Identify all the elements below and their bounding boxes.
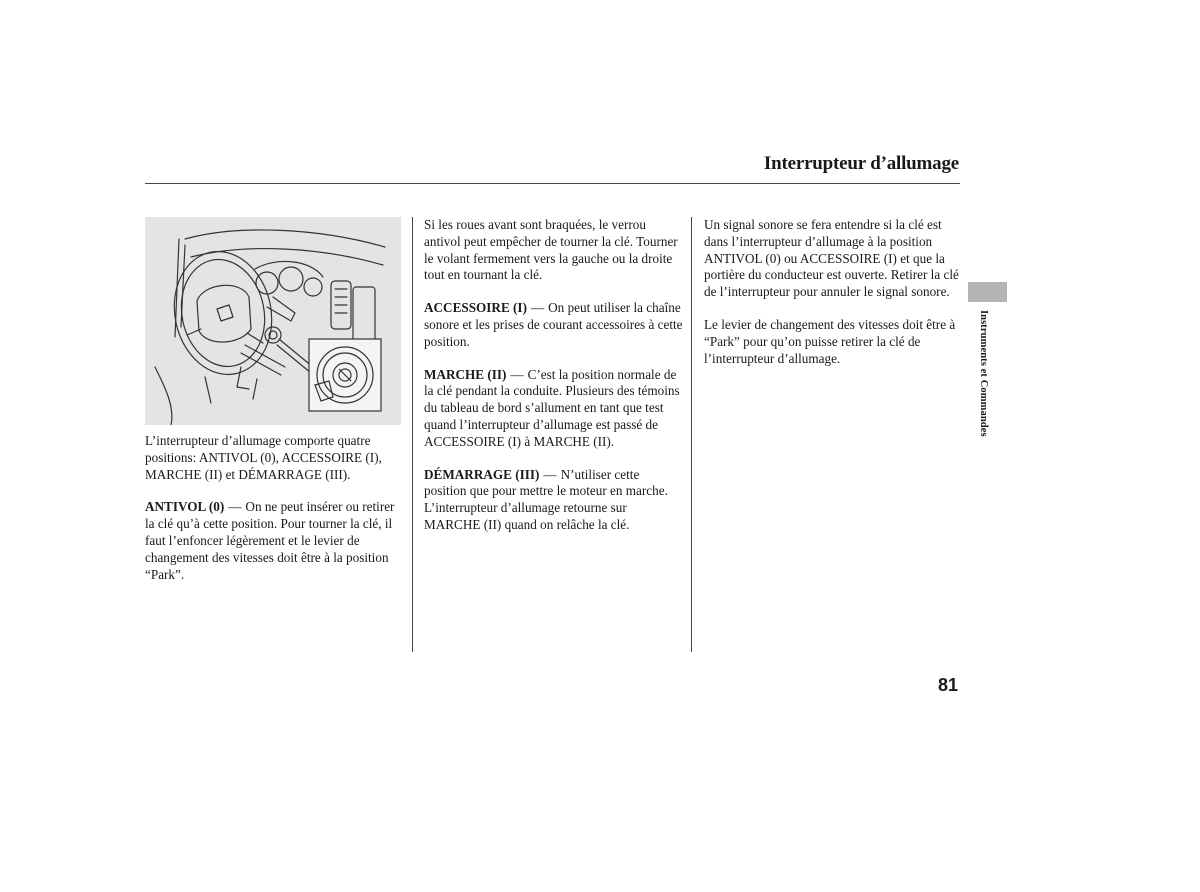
accessoire-description: On peut utiliser la chaîne sonore et les prises de courant accessoires à cette position. [424, 300, 683, 349]
column-divider-1 [412, 217, 413, 652]
demarrage-term: DÉMARRAGE (III) [424, 466, 540, 482]
header-rule [145, 183, 960, 184]
column-3-text [704, 217, 962, 383]
column-2-text [424, 217, 684, 550]
key-signal-paragraph: Un signal sonore se fera entendre si la clé est dans l’interrupteur d’allumage à la position ANTIVOL (0) ou ACCESSOIRE (I) et que la portière du conducteur est ouverte. Retirer la clé de l’interrupteur pour annuler le signal sonore. [704, 217, 959, 300]
demarrage-description: N’utiliser cette position que pour mettre le moteur en marche. L’interrupteur d’allumage retourne sur MARCHE (II) quand on relâche la clé. [424, 466, 668, 532]
steering-lock-paragraph: Si les roues avant sont braquées, le verrou antivol peut empêcher de tourner la clé. Tourner le volant fermement vers la gauche ou la droite tout en tournant la clé. [424, 217, 678, 283]
em-dash: — [510, 366, 524, 382]
marche-paragraph [424, 367, 684, 451]
dashboard-drawing [145, 217, 401, 425]
page-number: 81 [938, 675, 959, 695]
column-divider-2 [691, 217, 692, 652]
page-title: Interrupteur d’allumage [763, 153, 959, 174]
em-dash: — [228, 499, 242, 515]
column-1-text [145, 433, 405, 599]
em-dash: — [543, 466, 557, 482]
accessoire-term: ACCESSOIRE (I) [424, 300, 527, 316]
chapter-label: Instruments et Commandes [978, 310, 989, 437]
ignition-switch-illustration [145, 217, 401, 425]
antivol-description: On ne peut insérer ou retirer la clé qu’à cette position. Pour tourner la clé, il faut l’enfoncer légèrement et le levier de changement des vitesses doit être à la position “Park”. [145, 499, 395, 582]
chapter-tab [968, 282, 1007, 302]
antivol-term: ANTIVOL (0) [145, 499, 225, 515]
intro-paragraph: L’interrupteur d’allumage comporte quatre positions: ANTIVOL (0), ACCESSOIRE (I), MARCHE (II) et DÉMARRAGE (III). [145, 433, 382, 482]
park-paragraph: Le levier de changement des vitesses doit être à “Park” pour qu’on puisse retirer la clé de l’interrupteur d’allumage. [704, 316, 956, 366]
antivol-paragraph [145, 499, 405, 583]
marche-term: MARCHE (II) [424, 366, 507, 382]
demarrage-paragraph [424, 467, 684, 534]
accessoire-paragraph [424, 300, 684, 350]
marche-description: C’est la position normale de la clé pendant la conduite. Plusieurs des témoins du tableau de bord s’allument en tant que test quand l’interrupteur d’allumage est passé de ACCESSOIRE (I) à MARCHE (II). [424, 366, 680, 449]
em-dash: — [530, 300, 545, 316]
